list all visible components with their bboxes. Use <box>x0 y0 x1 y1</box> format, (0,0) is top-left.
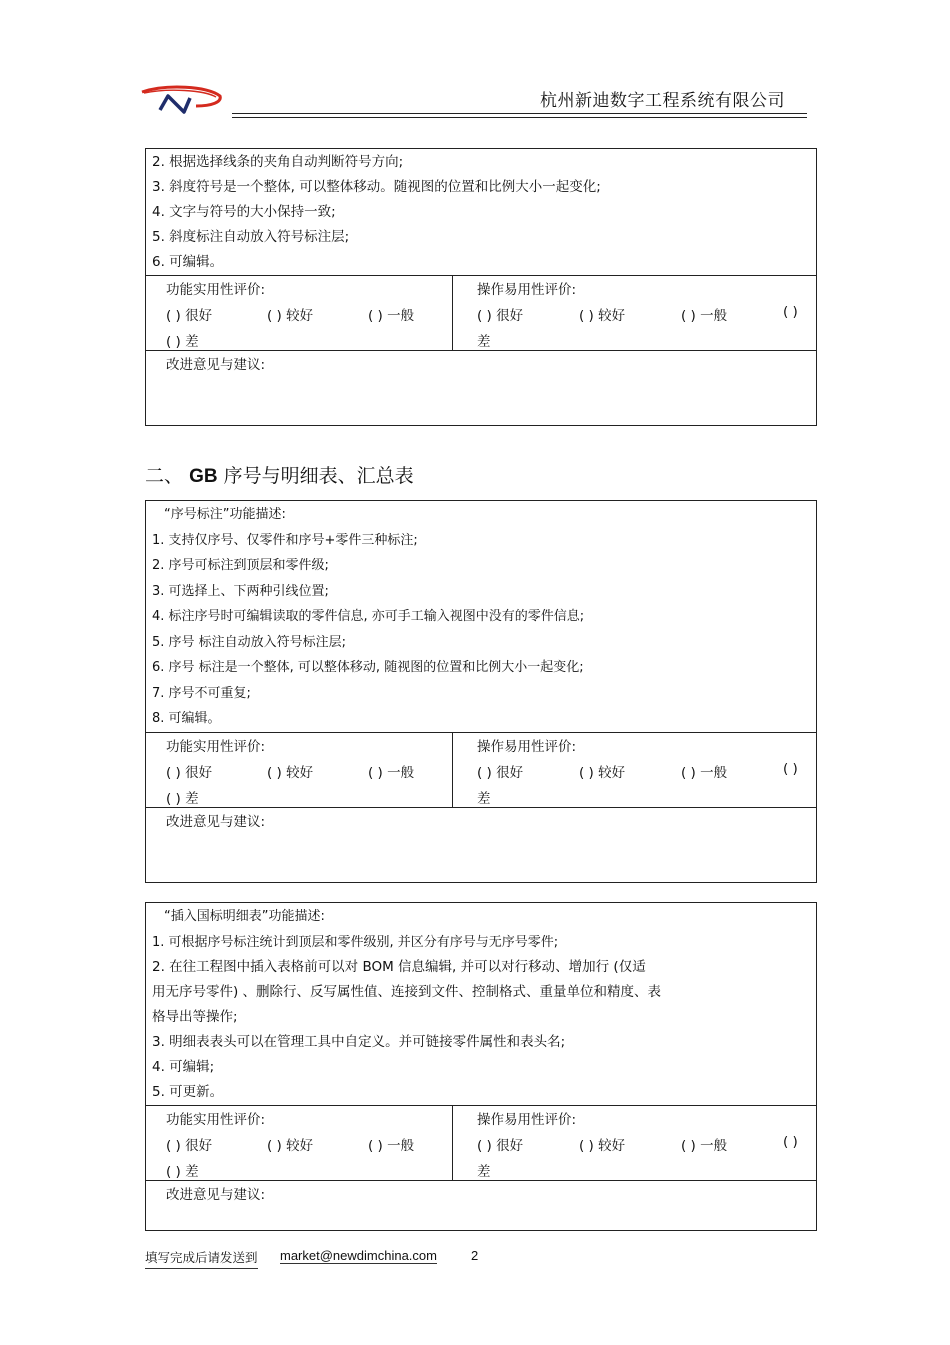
desc-line: 7. 序号不可重复; <box>152 685 251 701</box>
option-good[interactable]: ( ) 较好 <box>579 1138 626 1154</box>
desc-line: 4. 可编辑; <box>152 1059 215 1075</box>
suggestion-area[interactable] <box>146 1180 816 1230</box>
page-number: 2 <box>471 1248 479 1263</box>
option-poor[interactable]: ( ) 差 <box>166 1164 199 1180</box>
option-very-good[interactable]: ( ) 很好 <box>477 764 524 781</box>
desc-line: 2. 根据选择线条的夹角自动判断符号方向; <box>152 154 404 170</box>
desc-line: 5. 可更新。 <box>152 1084 224 1100</box>
feature-description <box>146 149 816 275</box>
function-eval-label: 功能实用性评价: <box>166 282 266 298</box>
option-poor-box[interactable]: ( ) <box>783 760 798 777</box>
operation-evaluation <box>453 733 816 807</box>
operation-eval-label: 操作易用性评价: <box>477 282 577 298</box>
desc-line: 用无序号零件) 、删除行、反写属性值、连接到文件、控制格式、重量单位和精度、表 <box>152 984 662 1000</box>
desc-line: 1. 支持仅序号、仅零件和序号+零件三种标注; <box>152 532 418 548</box>
option-average[interactable]: ( ) 一般 <box>368 764 415 781</box>
operation-eval-label: 操作易用性评价: <box>477 1112 577 1128</box>
desc-line: 6. 可编辑。 <box>152 254 224 270</box>
footer-send-label: 填写完成后请发送到 <box>145 1248 258 1269</box>
footer <box>145 1248 479 1269</box>
option-average[interactable]: ( ) 一般 <box>368 308 415 324</box>
section-gb: GB <box>189 466 218 487</box>
evaluation-row <box>146 1105 816 1180</box>
option-average[interactable]: ( ) 一般 <box>681 308 728 324</box>
desc-line: 3. 明细表表头可以在管理工具中自定义。并可链接零件属性和表头名; <box>152 1034 566 1050</box>
evaluation-row <box>146 275 816 350</box>
option-average[interactable]: ( ) 一般 <box>681 764 728 781</box>
option-good[interactable]: ( ) 较好 <box>267 764 314 781</box>
footer-email-link[interactable]: market@newdimchina.com <box>280 1248 437 1263</box>
function-eval-label: 功能实用性评价: <box>166 738 266 755</box>
function-evaluation <box>146 733 453 807</box>
option-very-good[interactable]: ( ) 很好 <box>477 1138 524 1154</box>
option-good[interactable]: ( ) 较好 <box>267 308 314 324</box>
option-average[interactable]: ( ) 一般 <box>368 1138 415 1154</box>
section-number: 二、 <box>145 465 184 487</box>
desc-line: 3. 斜度符号是一个整体, 可以整体移动。随视图的位置和比例大小一起变化; <box>152 179 601 195</box>
operation-evaluation <box>453 276 816 350</box>
option-very-good[interactable]: ( ) 很好 <box>166 1138 213 1154</box>
feature-box-bom <box>145 902 817 1231</box>
operation-eval-label: 操作易用性评价: <box>477 738 577 755</box>
desc-line: 2. 序号可标注到顶层和零件级; <box>152 558 329 573</box>
section-heading <box>145 461 414 488</box>
desc-line: 4. 文字与符号的大小保持一致; <box>152 204 336 220</box>
option-average[interactable]: ( ) 一般 <box>681 1138 728 1154</box>
option-poor-label: 差 <box>477 334 491 350</box>
function-eval-label: 功能实用性评价: <box>166 1112 266 1128</box>
option-good[interactable]: ( ) 较好 <box>267 1138 314 1154</box>
desc-title: “插入国标明细表”功能描述: <box>164 909 325 924</box>
suggestion-label: 改进意见与建议: <box>166 357 266 373</box>
function-evaluation <box>146 1106 453 1180</box>
option-good[interactable]: ( ) 较好 <box>579 764 626 781</box>
operation-evaluation <box>453 1106 816 1180</box>
desc-line: 8. 可编辑。 <box>152 711 221 726</box>
option-poor-label: 差 <box>477 790 491 807</box>
desc-line: 格导出等操作; <box>152 1009 238 1025</box>
evaluation-row <box>146 732 816 807</box>
company-logo <box>138 84 224 118</box>
section-title-text: 序号与明细表、汇总表 <box>223 465 414 487</box>
desc-line: 3. 可选择上、下两种引线位置; <box>152 583 329 599</box>
option-poor[interactable]: ( ) 差 <box>166 334 199 350</box>
feature-box-slope <box>145 148 817 426</box>
feature-description <box>146 903 816 1105</box>
option-poor-box[interactable]: ( ) <box>783 1134 798 1150</box>
desc-line: 6. 序号 标注是一个整体, 可以整体移动, 随视图的位置和比例大小一起变化; <box>152 660 584 675</box>
header-rule-double <box>232 117 807 118</box>
suggestion-label: 改进意见与建议: <box>166 1187 266 1203</box>
option-poor[interactable]: ( ) 差 <box>166 790 199 807</box>
suggestion-area[interactable] <box>146 350 816 425</box>
function-evaluation <box>146 276 453 350</box>
company-name: 杭州新迪数字工程系统有限公司 <box>540 91 785 111</box>
option-very-good[interactable]: ( ) 很好 <box>166 308 213 324</box>
option-poor-box[interactable]: ( ) <box>783 304 798 320</box>
desc-line: 5. 斜度标注自动放入符号标注层; <box>152 229 350 245</box>
option-very-good[interactable]: ( ) 很好 <box>166 764 213 781</box>
option-good[interactable]: ( ) 较好 <box>579 308 626 324</box>
header-rule <box>232 113 807 114</box>
suggestion-area[interactable] <box>146 807 816 882</box>
feature-box-balloon <box>145 500 817 883</box>
desc-line: 5. 序号 标注自动放入符号标注层; <box>152 634 347 650</box>
option-very-good[interactable]: ( ) 很好 <box>477 308 524 324</box>
desc-line: 4. 标注序号时可编辑读取的零件信息, 亦可手工输入视图中没有的零件信息; <box>152 609 585 624</box>
desc-title: “序号标注”功能描述: <box>164 507 286 522</box>
suggestion-label: 改进意见与建议: <box>166 813 266 830</box>
feature-description <box>146 501 816 732</box>
desc-line: 1. 可根据序号标注统计到顶层和零件级别, 并区分有序号与无序号零件; <box>152 934 559 950</box>
desc-line: 2. 在往工程图中插入表格前可以对 BOM 信息编辑, 并可以对行移动、增加行 (仅适 <box>152 959 646 975</box>
option-poor-label: 差 <box>477 1164 491 1180</box>
